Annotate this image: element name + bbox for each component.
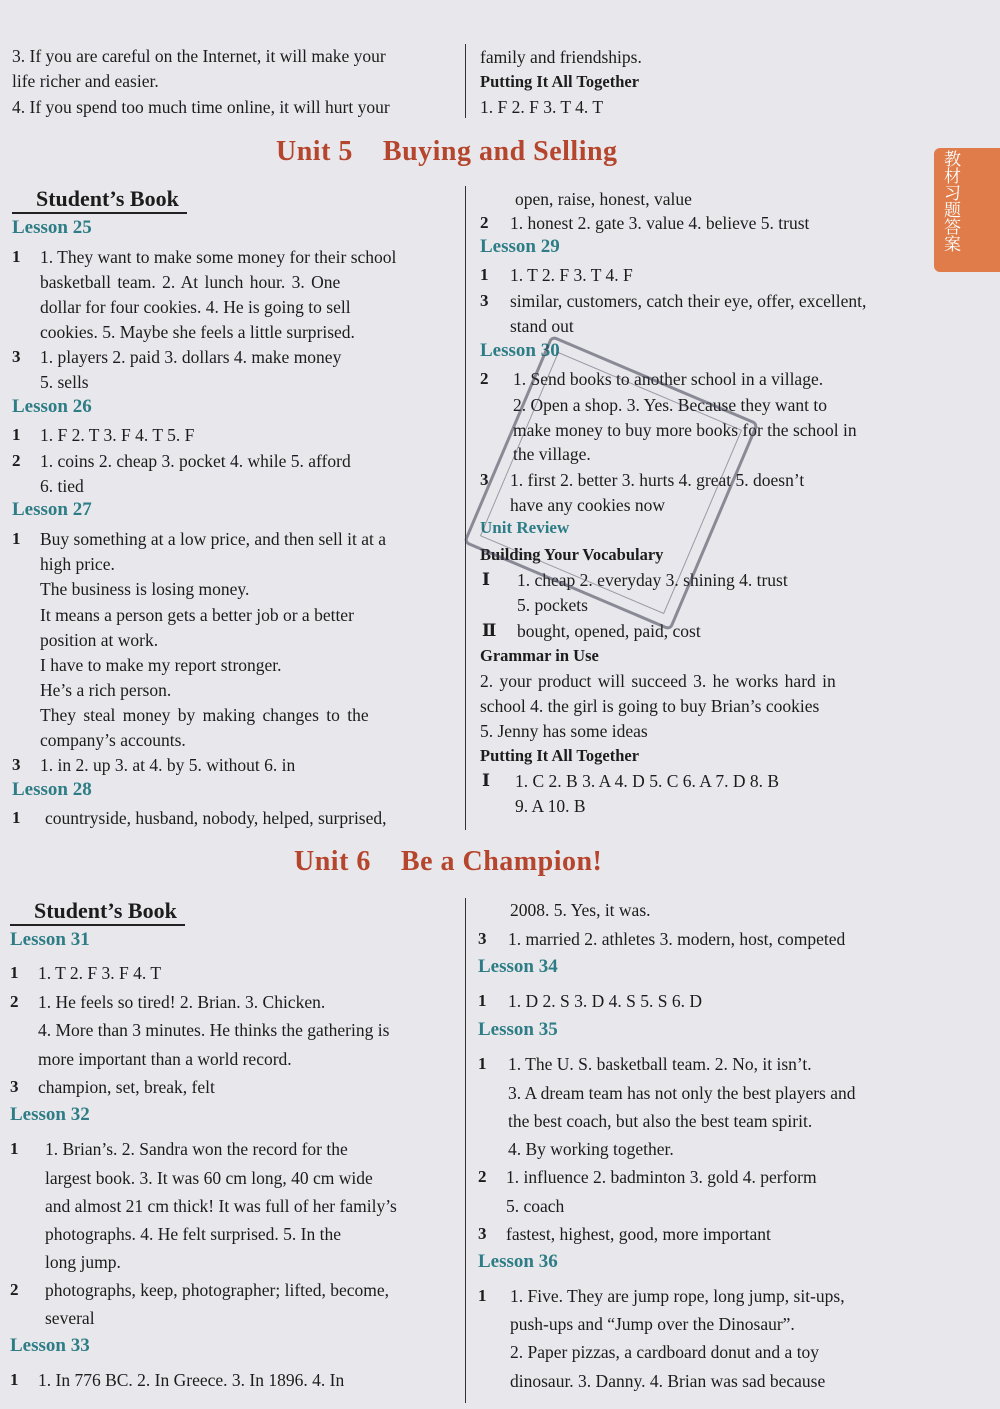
lesson-27-heading: Lesson 27 [12, 499, 92, 520]
l26-q2-num: 2 [12, 451, 21, 470]
bv-part1-line: 1. cheap 2. everyday 3. shining 4. trust [517, 570, 788, 590]
l25-q1-line: basketball team. 2. At lunch hour. 3. One [40, 272, 341, 292]
bv-part2-num: Ⅱ [482, 621, 497, 640]
watermark-logo [800, 1320, 990, 1400]
unit6-divider [465, 898, 466, 1403]
lesson-26-heading: Lesson 26 [12, 396, 92, 417]
building-vocab-heading: Building Your Vocabulary [480, 545, 664, 564]
l27-q1-line: company’s accounts. [40, 730, 186, 750]
lesson-36-heading: Lesson 36 [478, 1251, 558, 1272]
l28-q1-line: countryside, husband, nobody, helped, surprised, [45, 808, 387, 828]
l26-q2-line: 1. coins 2. cheap 3. pocket 4. while 5. afford [40, 451, 351, 471]
l32-q1-num: 1 [10, 1139, 19, 1158]
top-left-line-2: life richer and easier. [12, 71, 159, 91]
l32-q1-line: photographs. 4. He felt surprised. 5. In the [45, 1224, 341, 1244]
l31-q1-line: 1. T 2. F 3. F 4. T [38, 963, 162, 983]
l35-q2-num: 2 [478, 1167, 487, 1186]
l35-q1-line: 3. A dream team has not only the best players and [508, 1083, 856, 1103]
l30-q2-line: make money to buy more books for the school in [513, 420, 857, 440]
lesson-31-heading: Lesson 31 [10, 929, 90, 950]
l29-q3-num: 3 [480, 291, 489, 310]
l32-q1-line: and almost 21 cm thick! It was full of her family’s [45, 1196, 397, 1216]
top-left-line-3: 4. If you spend too much time online, it will hurt your [12, 97, 390, 117]
l31-q2-num: 2 [10, 992, 19, 1011]
l32-q2-line: photographs, keep, photographer; lifted, become, [45, 1280, 390, 1300]
grammar-line: 5. Jenny has some ideas [480, 721, 648, 741]
l27-q1-line: He’s a rich person. [40, 680, 172, 700]
unit6-students-book: Student’s Book [10, 898, 185, 926]
l27-q1-line: I have to make my report stronger. [40, 655, 282, 675]
l35-q1-line: the best coach, but also the best team spirit. [508, 1111, 813, 1131]
l26-q1-num: 1 [12, 425, 21, 444]
l31-q2-line: 1. He feels so tired! 2. Brian. 3. Chicken. [38, 992, 326, 1012]
putting-together-heading: Putting It All Together [480, 746, 640, 765]
l30-q3-num: 3 [480, 470, 489, 489]
l32-q1-line: 1. Brian’s. 2. Sandra won the record for the [45, 1139, 348, 1159]
l36-q1-line: dinosaur. 3. Danny. 4. Brian was sad because [510, 1371, 826, 1391]
l35-q2-line: 5. coach [506, 1196, 565, 1216]
l36-q1-line: 2. Paper pizzas, a cardboard donut and a toy [510, 1342, 820, 1362]
l35-q3-num: 3 [478, 1224, 487, 1243]
l28-q2-line: 1. honest 2. gate 3. value 4. believe 5. trust [510, 213, 810, 233]
top-right-answers: 1. F 2. F 3. T 4. T [480, 97, 604, 117]
l33-q1-num: 1 [10, 1370, 19, 1389]
l30-q2-line: 2. Open a shop. 3. Yes. Because they want to [513, 395, 827, 415]
l29-q1-num: 1 [480, 265, 489, 284]
lesson-28-heading: Lesson 28 [12, 779, 92, 800]
l27-q3-line: 1. in 2. up 3. at 4. by 5. without 6. in [40, 755, 296, 775]
l28-q1-num: 1 [12, 808, 21, 827]
grammar-in-use-heading: Grammar in Use [480, 646, 599, 665]
l36-q1-line: 1. Five. They are jump rope, long jump, sit-ups, [510, 1286, 845, 1306]
l30-q3-line: 1. first 2. better 3. hurts 4. great 5. doesn’t [510, 470, 805, 490]
top-right-line-1: family and friendships. [480, 47, 642, 67]
l27-q1-line: high price. [40, 554, 115, 574]
top-right-subhead: Putting It All Together [480, 72, 640, 91]
l31-q2-line: 4. More than 3 minutes. He thinks the gathering is [38, 1020, 390, 1040]
l26-q1-line: 1. F 2. T 3. F 4. T 5. F [40, 425, 195, 445]
l31-q2-line: more important than a world record. [38, 1049, 292, 1069]
l29-q3-line: similar, customers, catch their eye, offer, excellent, [510, 291, 867, 311]
putting-together-line: 9. A 10. B [515, 796, 586, 816]
bv-part2-line: bought, opened, paid, cost [517, 621, 701, 641]
lesson-30-heading: Lesson 30 [480, 340, 560, 361]
lesson-35-heading: Lesson 35 [478, 1019, 558, 1040]
l25-q1-line: 1. They want to make some money for their school [40, 247, 397, 267]
l33-q3-num: 3 [478, 929, 487, 948]
lesson-29-heading: Lesson 29 [480, 236, 560, 257]
l31-q3-line: champion, set, break, felt [38, 1077, 215, 1097]
top-left-line-1: 3. If you are careful on the Internet, it will make your [12, 46, 386, 66]
grammar-line: school 4. the girl is going to buy Brian’s cookies [480, 696, 820, 716]
l32-q1-line: long jump. [45, 1252, 121, 1272]
l28-q2-num: 2 [480, 213, 489, 232]
l35-q1-line: 4. By working together. [508, 1139, 674, 1159]
unit5-divider [465, 186, 466, 830]
unit5-title: Unit 5 Buying and Selling [276, 136, 618, 167]
l35-q1-line: 1. The U. S. basketball team. 2. No, it isn’t. [508, 1054, 812, 1074]
l25-q3-num: 3 [12, 347, 21, 366]
bv-part1-line: 5. pockets [517, 595, 588, 615]
l27-q1-line: They steal money by making changes to the [40, 705, 369, 725]
unit5-students-book: Student’s Book [12, 186, 187, 214]
l31-q3-num: 3 [10, 1077, 19, 1096]
l30-q2-line: 1. Send books to another school in a village. [513, 369, 824, 389]
l32-q2-line: several [45, 1308, 95, 1328]
l35-q1-num: 1 [478, 1054, 487, 1073]
l29-q1-line: 1. T 2. F 3. T 4. F [510, 265, 633, 285]
side-tab-label: 教材习题答案 [940, 150, 960, 252]
unit-review-heading: Unit Review [480, 518, 570, 537]
bv-part1-num: Ⅰ [482, 570, 490, 589]
l27-q3-num: 3 [12, 755, 21, 774]
l32-q1-line: largest book. 3. It was 60 cm long, 40 cm wide [45, 1168, 373, 1188]
l35-q2-line: 1. influence 2. badminton 3. gold 4. perform [506, 1167, 817, 1187]
l33-q1-cont: 2008. 5. Yes, it was. [510, 900, 651, 920]
lesson-34-heading: Lesson 34 [478, 956, 558, 977]
l27-q1-line: position at work. [40, 630, 159, 650]
l31-q1-num: 1 [10, 963, 19, 982]
l28-q1-cont: open, raise, honest, value [515, 189, 692, 209]
grammar-line: 2. your product will succeed 3. he works hard in [480, 671, 836, 691]
l35-q3-line: fastest, highest, good, more important [506, 1224, 771, 1244]
l25-q3-line: 5. sells [40, 372, 89, 392]
unit6-title: Unit 6 Be a Champion! [294, 846, 603, 877]
l36-q1-num: 1 [478, 1286, 487, 1305]
l27-q1-line: It means a person gets a better job or a better [40, 605, 354, 625]
l36-q1-line: push-ups and “Jump over the Dinosaur”. [510, 1314, 795, 1334]
l29-q3-line: stand out [510, 316, 574, 336]
l25-q3-line: 1. players 2. paid 3. dollars 4. make money [40, 347, 342, 367]
l27-q1-num: 1 [12, 529, 21, 548]
l33-q1-line: 1. In 776 BC. 2. In Greece. 3. In 1896. 4. In [38, 1370, 345, 1390]
l34-q1-line: 1. D 2. S 3. D 4. S 5. S 6. D [508, 991, 702, 1011]
l32-q2-num: 2 [10, 1280, 19, 1299]
l30-q2-num: 2 [480, 369, 489, 388]
lesson-33-heading: Lesson 33 [10, 1335, 90, 1356]
l25-q1-line: cookies. 5. Maybe she feels a little surprised. [40, 322, 355, 342]
l27-q1-line: Buy something at a low price, and then sell it at a [40, 529, 387, 549]
l30-q3-line: have any cookies now [510, 495, 666, 515]
l26-q2-line: 6. tied [40, 476, 84, 496]
l25-q1-num: 1 [12, 247, 21, 266]
l34-q1-num: 1 [478, 991, 487, 1010]
lesson-32-heading: Lesson 32 [10, 1104, 90, 1125]
putting-together-line: 1. C 2. B 3. A 4. D 5. C 6. A 7. D 8. B [515, 771, 780, 791]
lesson-25-heading: Lesson 25 [12, 217, 92, 238]
putting-together-num: Ⅰ [482, 771, 490, 790]
l27-q1-line: The business is losing money. [40, 579, 250, 599]
l25-q1-line: dollar for four cookies. 4. He is going to sell [40, 297, 351, 317]
l30-q2-line: the village. [513, 444, 591, 464]
l33-q3-line: 1. married 2. athletes 3. modern, host, competed [508, 929, 846, 949]
top-divider [465, 44, 466, 118]
